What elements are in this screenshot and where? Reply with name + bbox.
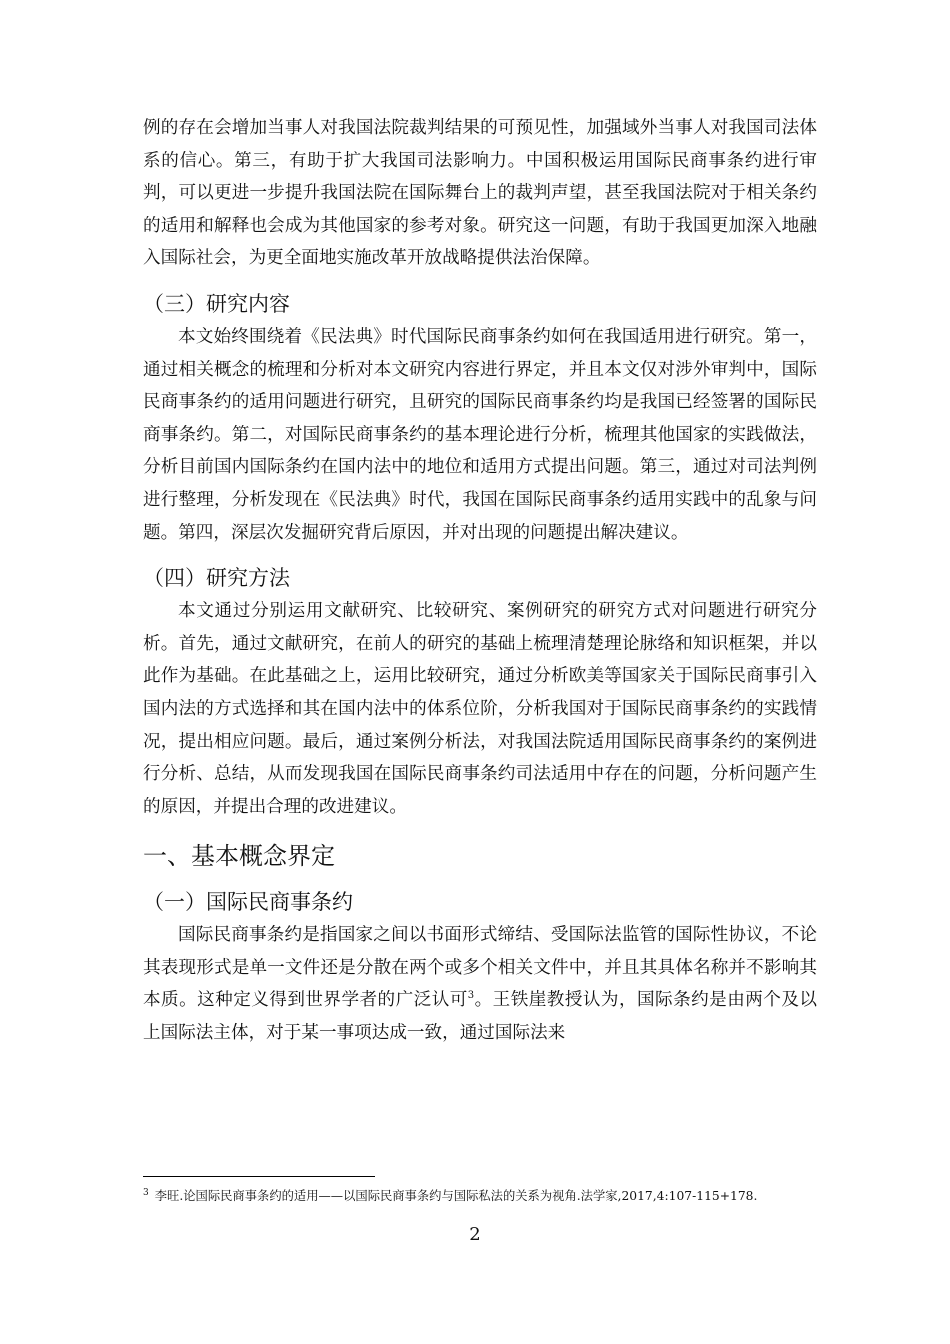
paragraph-research-content: 本文始终围绕着《民法典》时代国际民商事条约如何在我国适用进行研究。第一，通过相关概念的梳理和分析对本文研究内容进行界定，并且本文仅对涉外审判中，国际民商事条约的适用问题进行研究，且研究的国际民商事条约均是我国已经签署的国际民商事条约。第二，对国际民商事条约的基本理论进行分析，梳理其他国家的实践做法，分析目前国内国际条约在国内法中的地位和适用方式提出问题。第三，通过对司法判例进行整理，分析发现在《民法典》时代，我国在国际民商事条约适用实践中的乱象与问题。第四，深层次发掘研究背后原因，并对出现的问题提出解决建议。: [143, 326, 817, 543]
footnote: [143, 1184, 817, 1208]
heading-research-content: （三）研究内容: [143, 291, 290, 316]
paragraph-treaty-definition: [143, 919, 817, 1049]
treaty-definition-part-b: 。王铁崖教授认为，国际条约是由两个及以上国际法主体，对于某一事项达成一致，通过国际法来: [143, 990, 817, 1044]
paragraph-research-method: 本文通过分别运用文献研究、比较研究、案例研究的研究方式对问题进行研究分析。首先，通过文献研究，在前人的研究的基础上梳理清楚理论脉络和知识框架，并以此作为基础。在此基础之上，运用比较研究，通过分析欧美等国家关于国际民商事引入国内法的方式选择和其在国内法中的体系位阶，分析我国对于国际民商事条约的实践情况，提出相应问题。最后，通过案例分析法，对我国法院适用国际民商事条约的案例进行分析、总结，从而发现我国在国际民商事条约司法适用中存在的问题，分析问题产生的原因，并提出合理的改进建议。: [143, 601, 817, 817]
paragraph-intro-tail: 例的存在会增加当事人对我国法院裁判结果的可预见性，加强域外当事人对我国司法体系的信心。第三，有助于扩大我国司法影响力。中国积极运用国际民商事条约进行审判，可以更进一步提升我国法院在国际舞台上的裁判声望，甚至我国法院对于相关条约的适用和解释也会成为其他国家的参考对象。研究这一问题，有助于我国更加深入地融入国际社会，为更全面地实施改革开放战略提供法治保障。: [143, 118, 817, 269]
page-number: 2: [469, 1224, 481, 1245]
treaty-definition-part-a: 国际民商事条约是指国家之间以书面形式缔结、受国际法监管的国际性协议，不论其表现形式是单一文件还是分散在两个或多个相关文件中，并且其具体名称并不影响其本质。这种定义得到世界学者的广泛认可: [143, 925, 817, 1011]
footnote-text: 李旺.论国际民商事条约的适用——以国际民商事条约与国际私法的关系为视角.法学家,2017,4:107-115+178.: [154, 1189, 758, 1203]
heading-research-method: （四）研究方法: [143, 566, 290, 591]
footnote-mark: 3: [143, 1187, 149, 1198]
footnote-divider: [143, 1176, 375, 1177]
body-text: [143, 112, 817, 1050]
heading-chapter-1: 一、基本概念界定: [143, 842, 335, 871]
heading-treaty: （一）国际民商事条约: [143, 890, 353, 915]
footnote-reference[interactable]: 3: [467, 990, 475, 1002]
